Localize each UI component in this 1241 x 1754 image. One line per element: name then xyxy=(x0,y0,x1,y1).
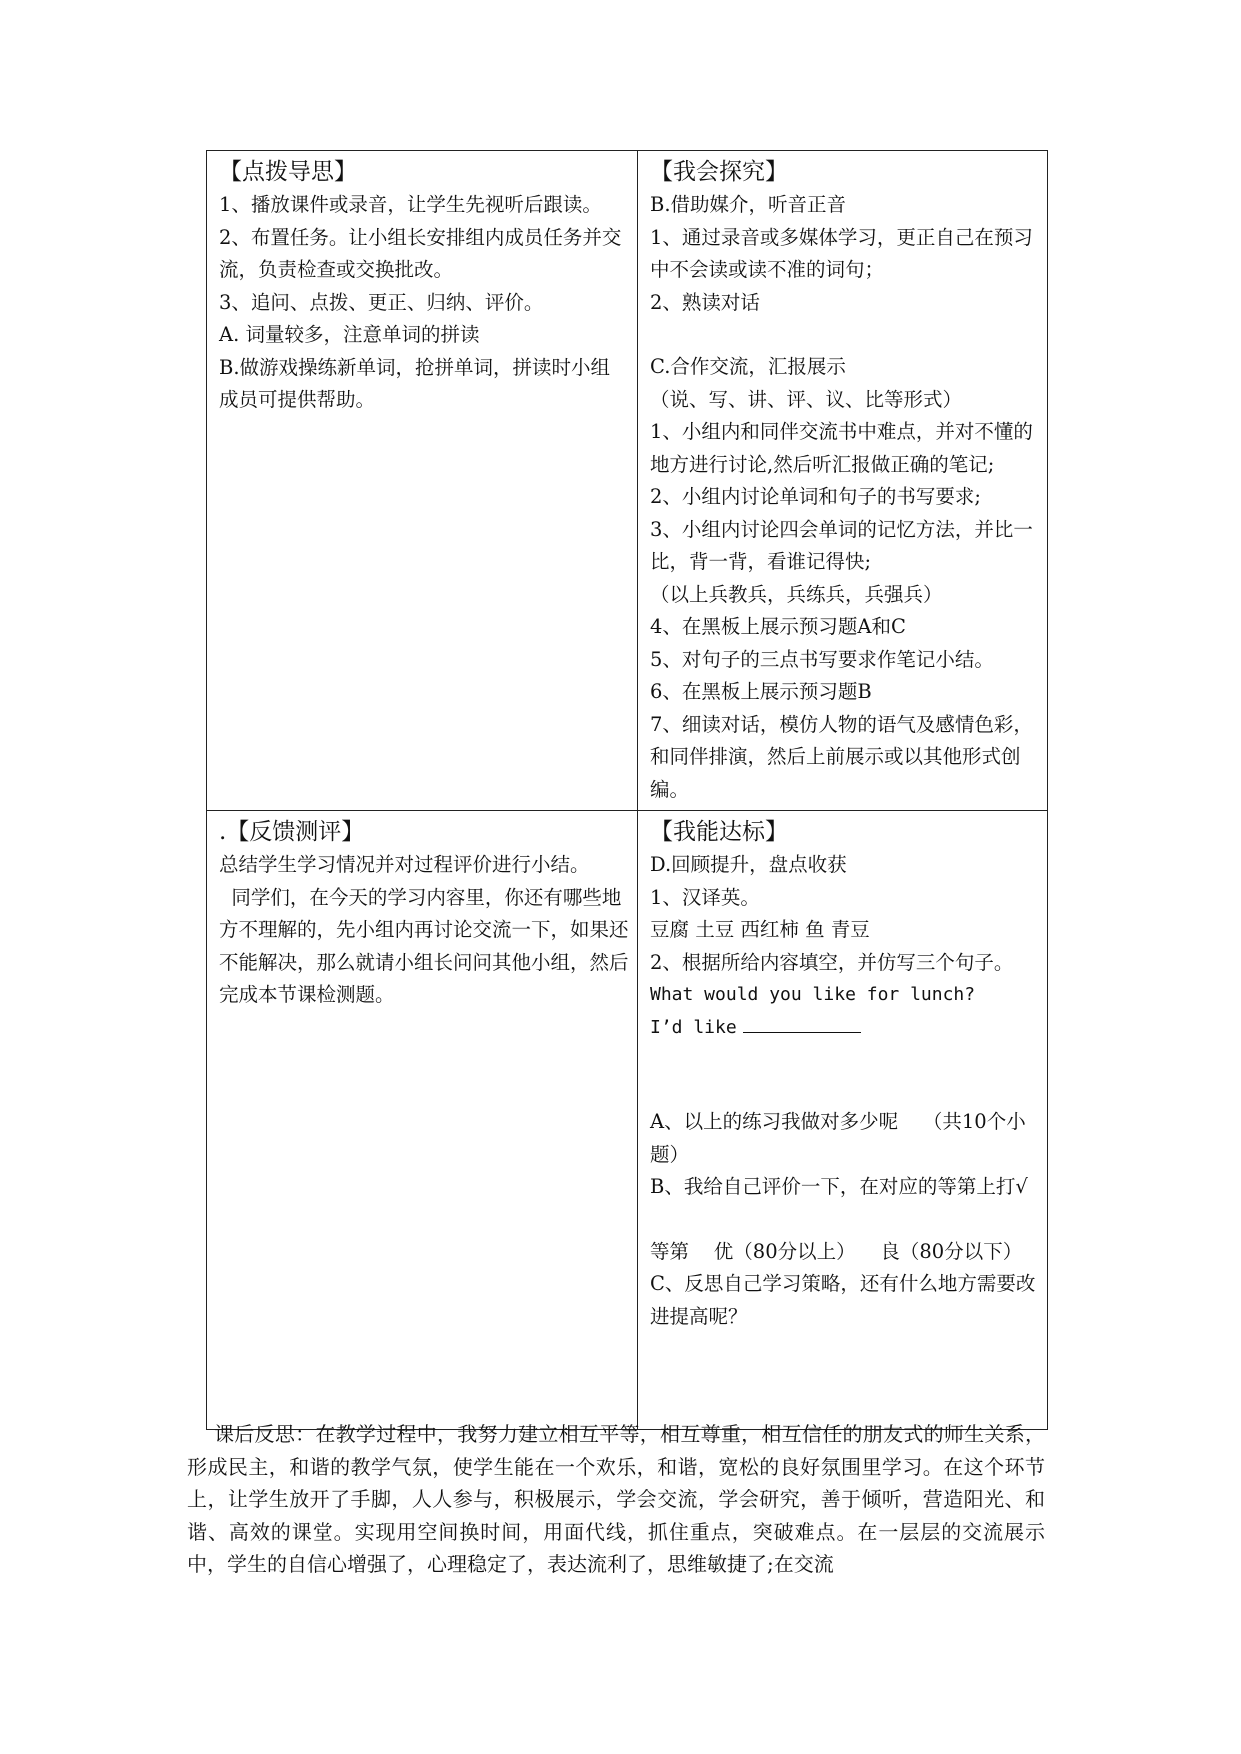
spacer xyxy=(650,1204,1039,1236)
text-line: A、以上的练习我做对多少呢 （共10个小题） xyxy=(650,1110,1026,1166)
text-line: 6、在黑板上展示预习题B xyxy=(650,680,872,703)
grade-line: 等第 优（80分以上） 良（80分以下） xyxy=(650,1239,1023,1263)
text-line: 3、小组内讨论四会单词的记忆方法，并比一比，背一背，看谁记得快; xyxy=(650,517,1033,573)
lesson-table xyxy=(206,150,1048,1430)
text-line: B.借助媒介，听音正音 xyxy=(650,193,847,216)
text-line: D.回顾提升，盘点收获 xyxy=(650,853,847,876)
english-answer-prefix: I’d like xyxy=(650,1016,737,1038)
text-line: 1、汉译英。 xyxy=(650,885,760,909)
cell-heading: 【我会探究】 xyxy=(650,159,788,185)
text-line: （以上兵教兵，兵练兵，兵强兵） xyxy=(650,582,943,606)
text-line: 2、根据所给内容填空，并仿写三个句子。 xyxy=(650,950,1014,974)
text-line: B、我给自己评价一下，在对应的等第上打√ xyxy=(650,1175,1028,1198)
text-line: 2、熟读对话 xyxy=(650,290,760,314)
text-line: 2、布置任务。让小组长安排组内成员任务并交流，负责检查或交换批改。 xyxy=(219,225,622,281)
cell-explore xyxy=(638,151,1048,811)
cell-heading: .【反馈测评】 xyxy=(219,819,365,845)
text-line: 3、追问、点拨、更正、归纳、评价。 xyxy=(219,290,544,314)
text-line: 总结学生学习情况并对过程评价进行小结。 xyxy=(219,853,590,876)
cell-target xyxy=(638,811,1048,1430)
answer-blank xyxy=(743,1012,861,1033)
text-line: 2、小组内讨论单词和句子的书写要求; xyxy=(650,485,981,508)
cell-guidance xyxy=(207,151,638,811)
text-line: 4、在黑板上展示预习题A和C xyxy=(650,615,906,638)
text-line: 7、细读对话，模仿人物的语气及感情色彩，和同伴排演，然后上前展示或以其他形式创编。 xyxy=(650,712,1033,801)
text-line: 5、对句子的三点书写要求作笔记小结。 xyxy=(650,647,994,671)
text-line: 豆腐 土豆 西红柿 鱼 青豆 xyxy=(650,918,870,941)
text-line: C、反思自己学习策略，还有什么地方需要改进提高呢？ xyxy=(650,1272,1036,1328)
text-line: A. 词量较多，注意单词的拼读 xyxy=(219,323,480,346)
cell-heading: 【点拨导思】 xyxy=(219,159,357,185)
text-line: 1、小组内和同伴交流书中难点，并对不懂的地方进行讨论,然后听汇报做正确的笔记; xyxy=(650,420,1033,476)
text-line: 同学们，在今天的学习内容里，你还有哪些地方不理解的，先小组内再讨论交流一下，如果还不能解决，那么就请小组长问问其他小组，然后完成本节课检测题。 xyxy=(219,885,629,1006)
after-class-reflection xyxy=(187,1418,1045,1581)
cell-feedback xyxy=(207,811,638,1430)
text-line: 1、播放课件或录音，让学生先视听后跟读。 xyxy=(219,193,602,216)
text-line: （说、写、讲、评、议、比等形式） xyxy=(650,387,963,411)
english-answer-line xyxy=(650,1012,1039,1045)
spacer xyxy=(650,319,1039,351)
spacer xyxy=(650,1044,1039,1106)
text-line: B.做游戏操练新单词，抢拼单词，拼读时小组成员可提供帮助。 xyxy=(219,355,611,411)
english-question: What would you like for lunch? xyxy=(650,984,976,1005)
text-line: C.合作交流，汇报展示 xyxy=(650,355,846,378)
cell-heading: 【我能达标】 xyxy=(650,819,788,845)
text-line: 1、通过录音或多媒体学习，更正自己在预习中不会读或读不准的词句； xyxy=(650,225,1033,281)
reflection-paragraph: 课后反思：在教学过程中，我努力建立相互平等，相互尊重，相互信任的朋友式的师生关系，形成民主，和谐的教学气氛，使学生能在一个欢乐，和谐，宽松的良好氛围里学习。在这个环节上，让学生放开了手脚，人人参与，积极展示，学会交流，学会研究，善于倾听，营造阳光、和谐、高效的课堂。实现用空间换时间，用面代线，抓住重点，突破难点。在一层层的交流展示中，学生的自信心增强了，心理稳定了，表达流利了，思维敏捷了;在交流 xyxy=(187,1422,1045,1576)
